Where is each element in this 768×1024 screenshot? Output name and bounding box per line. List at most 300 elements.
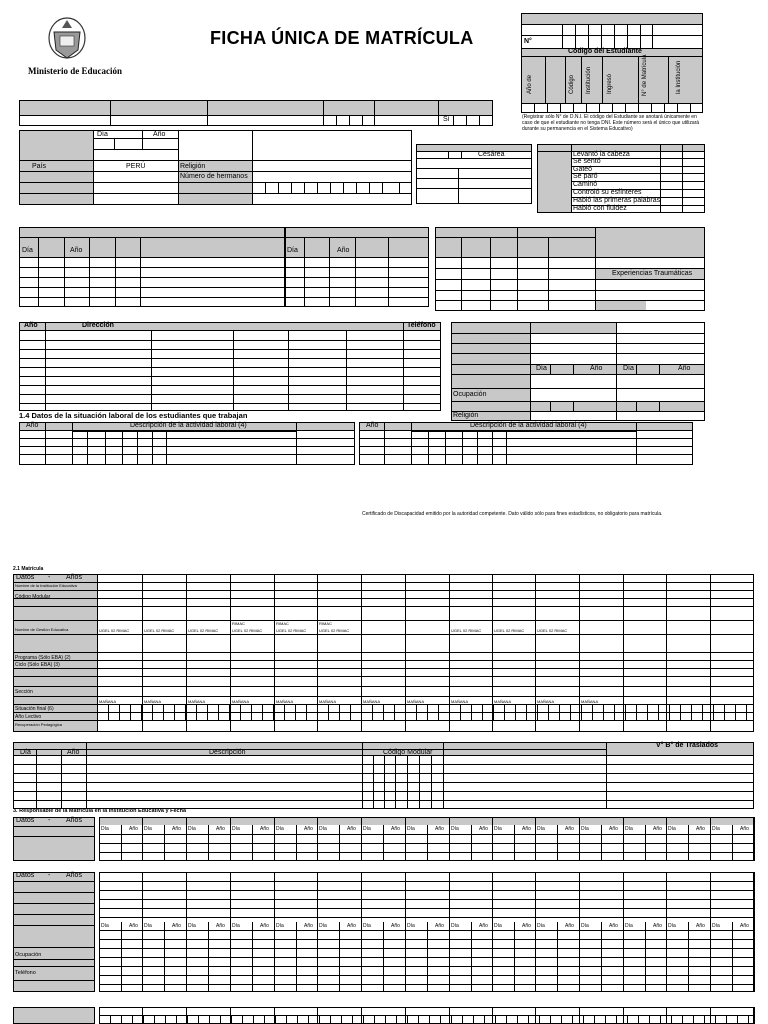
dev-item-3: Gateó: [573, 166, 593, 173]
rimac-cell-3: RIMAC: [319, 621, 332, 626]
resp-dia-label: Día: [101, 826, 109, 832]
grid-vline: [429, 1015, 430, 1024]
grid-vline: [671, 1015, 672, 1024]
experiencias-label: Experiencias Traumáticas: [612, 270, 693, 277]
student-code-label: Código del Estudiante: [568, 48, 642, 55]
resp-dia-label: Día: [144, 826, 152, 832]
rot-label-2: Código: [569, 74, 575, 94]
grid-vline: [240, 704, 241, 720]
resp-dia-label: Día: [407, 923, 415, 929]
traslados-ano: Año: [67, 749, 80, 756]
address-ano: Año: [24, 322, 38, 329]
grid-vline: [385, 1015, 386, 1024]
grid-vline: [702, 704, 703, 720]
resp-datos-2: Datos: [16, 872, 35, 879]
resp-telefono: Teléfono: [15, 970, 36, 976]
grid-vline: [176, 1015, 177, 1024]
grid-vline: [394, 704, 395, 720]
rimac-cell-2: RIMAC: [276, 621, 289, 626]
resp-anos-2: Años: [66, 872, 82, 879]
grid-vline: [680, 704, 681, 720]
grid-hline: [99, 917, 754, 918]
grid-vline: [548, 704, 549, 720]
grid-hline: [99, 930, 754, 931]
grid-vline: [119, 704, 120, 720]
grid-vline: [539, 1015, 540, 1024]
resp-ano-label: Año: [653, 826, 662, 832]
grid-vline: [572, 1015, 573, 1024]
grid-vline: [319, 1015, 320, 1024]
matricula-row-ie: Nombre de la Institución Educativa: [15, 583, 77, 588]
resp-guion-2: -: [48, 872, 51, 879]
grid-vline: [449, 817, 450, 861]
turno-10: MAÑANA: [494, 699, 512, 704]
traslados-descripcion: Descripción: [209, 749, 246, 756]
ocupacion-label: Ocupación: [453, 391, 487, 398]
grid-vline: [754, 1007, 755, 1024]
resp-ano-label: Año: [740, 923, 749, 929]
grid-vline: [440, 1015, 441, 1024]
grid-vline: [230, 817, 231, 861]
health-dia-1: Día: [22, 247, 33, 254]
turno-7: MAÑANA: [363, 699, 381, 704]
cesarea-label: Cesárea: [478, 151, 505, 158]
grid-vline: [165, 1015, 166, 1024]
grid-vline: [363, 1015, 364, 1024]
matricula-row-lectivo: Año Lectivo: [15, 714, 42, 720]
ministry-logo: [44, 14, 90, 64]
grid-hline: [99, 948, 754, 949]
code-note: (Registrar sólo N° de D.N.I. El código del Estudiante se anotará únicamente en caso de que el estudiante no tenga DNI. Este número será el único que utilizará durante su permanencia en el Sistema Educativo): [522, 114, 700, 132]
grid-vline: [405, 817, 406, 861]
grid-vline: [623, 817, 624, 861]
resp-dia-label: Día: [668, 826, 676, 832]
resp-ano-label: Año: [304, 826, 313, 832]
grid-vline: [220, 1015, 221, 1024]
labor-desc-left: Descripción de la actividad laboral (4): [130, 422, 247, 429]
grid-hline: [99, 899, 754, 900]
resp-dia-label: Día: [712, 923, 720, 929]
matricula-row-ciclo: Ciclo (Sólo EBA) (3): [15, 662, 60, 668]
parent-religion-label: Religión: [453, 412, 479, 419]
grid-vline: [317, 704, 318, 720]
grid-vline: [328, 704, 329, 720]
grid-vline: [196, 704, 197, 720]
health-ano-2: Año: [337, 247, 350, 254]
resp-ano-label: Año: [260, 826, 269, 832]
resp-dia-label: Día: [712, 826, 720, 832]
resp-ano-label: Año: [696, 826, 705, 832]
grid-vline: [492, 817, 493, 861]
grid-vline: [737, 1015, 738, 1024]
resp-datos-1: Datos: [16, 817, 35, 824]
resp-dia-label: Día: [276, 826, 284, 832]
grid-vline: [647, 704, 648, 720]
matricula-row-gestion: Nombre de Gestión Educativa: [15, 627, 69, 632]
grid-vline: [579, 817, 580, 861]
resp-ano-label: Año: [479, 923, 488, 929]
resp-dia-label: Día: [319, 826, 327, 832]
resp-ano-label: Año: [172, 923, 181, 929]
grid-vline: [218, 704, 219, 720]
matricula-row-recuperacion: Recuperación Pedagógica: [15, 722, 62, 727]
grid-vline: [352, 1015, 353, 1024]
grid-vline: [407, 1015, 408, 1024]
grid-vline: [710, 817, 711, 861]
turno-1: MAÑANA: [99, 699, 117, 704]
grid-vline: [462, 1015, 463, 1024]
grid-vline: [559, 704, 560, 720]
grid-vline: [570, 704, 571, 720]
resp-dia-label: Día: [363, 923, 371, 929]
resp-dia-label: Día: [537, 923, 545, 929]
grid-vline: [460, 704, 461, 720]
grid-vline: [154, 1015, 155, 1024]
grid-vline: [704, 1015, 705, 1024]
grid-vline: [482, 704, 483, 720]
grid-vline: [383, 704, 384, 720]
matricula-row-seccion: Sección: [15, 689, 33, 695]
resp-ano-label: Año: [479, 826, 488, 832]
dev-item-6: Controló su esfínteres: [573, 189, 642, 196]
resp-dia-label: Día: [668, 923, 676, 929]
grid-vline: [132, 1015, 133, 1024]
grid-vline: [636, 704, 637, 720]
turno-6: MAÑANA: [319, 699, 337, 704]
dev-item-2: Se sentó: [573, 158, 601, 165]
grid-vline: [350, 704, 351, 720]
grid-hline: [99, 984, 754, 985]
grid-vline: [295, 704, 296, 720]
grid-vline: [561, 1015, 562, 1024]
grid-vline: [141, 704, 142, 720]
resp-dia-label: Día: [581, 923, 589, 929]
grid-vline: [264, 1015, 265, 1024]
grid-vline: [473, 1015, 474, 1024]
resp-dia-label: Día: [319, 923, 327, 929]
grid-vline: [130, 704, 131, 720]
address-direccion: Dirección: [82, 322, 114, 329]
grid-vline: [262, 704, 263, 720]
grid-vline: [251, 704, 252, 720]
resp-dia-label: Día: [276, 923, 284, 929]
dia-label: Día: [97, 131, 108, 138]
grid-vline: [361, 704, 362, 720]
parent-ano-2: Año: [678, 365, 691, 372]
grid-vline: [581, 704, 582, 720]
grid-vline: [746, 704, 747, 720]
grid-vline: [229, 704, 230, 720]
resp-ano-label: Año: [129, 826, 138, 832]
labor-ano-left: Año: [26, 422, 39, 429]
grid-vline: [517, 1015, 518, 1024]
grid-vline: [537, 704, 538, 720]
resp-ano-label: Año: [216, 826, 225, 832]
grid-vline: [185, 704, 186, 720]
grid-hline: [99, 843, 754, 844]
resp-dia-label: Día: [537, 826, 545, 832]
rot-label-4: Ingresó: [607, 73, 613, 94]
grid-vline: [504, 704, 505, 720]
resp-dia-label: Día: [232, 826, 240, 832]
dev-item-7: Habló las primeras palabras: [573, 197, 661, 204]
grid-vline: [209, 1015, 210, 1024]
grid-vline: [726, 1015, 727, 1024]
grid-hline: [99, 966, 754, 967]
turno-5: MAÑANA: [276, 699, 294, 704]
grid-vline: [583, 1015, 584, 1024]
grid-vline: [253, 1015, 254, 1024]
page-title: FICHA ÚNICA DE MATRÍCULA: [210, 28, 474, 48]
resp-dia-label: Día: [363, 826, 371, 832]
grid-vline: [317, 817, 318, 861]
rot-label-6: la Institución: [676, 60, 682, 94]
grid-vline: [449, 704, 450, 720]
resp-dia-label: Día: [101, 923, 109, 929]
dev-item-4: Se paró: [573, 173, 598, 180]
grid-vline: [660, 1015, 661, 1024]
resp-anos-1: Años: [66, 817, 82, 824]
n-label: N°: [524, 38, 532, 45]
grid-vline: [669, 704, 670, 720]
hermanos-label: Número de hermanos: [180, 173, 248, 180]
grid-vline: [735, 704, 736, 720]
grid-vline: [306, 704, 307, 720]
health-ano-1: Año: [70, 247, 83, 254]
grid-vline: [405, 704, 406, 720]
grid-vline: [484, 1015, 485, 1024]
grid-vline: [515, 704, 516, 720]
grid-vline: [97, 704, 98, 720]
grid-vline: [163, 704, 164, 720]
rot-label-5: N° de Matrícula: [642, 54, 648, 96]
grid-vline: [308, 1015, 309, 1024]
grid-vline: [374, 1015, 375, 1024]
resp-ano-label: Año: [696, 923, 705, 929]
ugel-cell-7: UGEL 02 RIMAC: [451, 628, 482, 633]
grid-vline: [666, 817, 667, 861]
grid-vline: [284, 704, 285, 720]
ano-label: Año: [153, 131, 166, 138]
grid-vline: [418, 1015, 419, 1024]
grid-vline: [174, 704, 175, 720]
turno-3: MAÑANA: [188, 699, 206, 704]
resp-ano-label: Año: [304, 923, 313, 929]
parent-dia-1: Día: [536, 365, 547, 372]
traslados-codigo: Código Modular: [383, 749, 433, 756]
matricula-row-codigo: Código Modular: [15, 594, 51, 600]
grid-vline: [198, 1015, 199, 1024]
matricula-row-situacion: Situación final (6): [15, 706, 54, 712]
turno-12: MAÑANA: [581, 699, 599, 704]
grid-vline: [275, 1015, 276, 1024]
resp-ano-label: Año: [391, 826, 400, 832]
pais-label: País: [32, 163, 47, 170]
grid-vline: [187, 1015, 188, 1024]
traslados-dia: Día: [20, 749, 31, 756]
grid-vline: [495, 1015, 496, 1024]
grid-vline: [682, 1015, 683, 1024]
labor-desc-right: Descripción de la actividad laboral (4): [470, 422, 587, 429]
resp-ano-label: Año: [609, 923, 618, 929]
grid-vline: [108, 704, 109, 720]
resp-guion-1: -: [48, 817, 51, 824]
grid-vline: [361, 817, 362, 861]
grid-vline: [152, 704, 153, 720]
grid-vline: [231, 1015, 232, 1024]
grid-vline: [339, 704, 340, 720]
grid-vline: [273, 704, 274, 720]
matricula-anos: Años: [66, 574, 82, 581]
grid-vline: [207, 704, 208, 720]
grid-hline: [99, 957, 754, 958]
matricula-datos: Datos: [16, 574, 35, 581]
grid-vline: [528, 1015, 529, 1024]
resp-ano-label: Año: [522, 826, 531, 832]
grid-hline: [99, 975, 754, 976]
grid-hline: [99, 852, 754, 853]
turno-2: MAÑANA: [144, 699, 162, 704]
matricula-row-programa: Programa (Sólo EBA) (2): [15, 655, 71, 661]
resp-dia-label: Día: [451, 826, 459, 832]
grid-vline: [416, 704, 417, 720]
matricula-guion: -: [48, 574, 51, 581]
grid-vline: [658, 704, 659, 720]
resp-dia-label: Día: [494, 923, 502, 929]
grid-vline: [143, 1015, 144, 1024]
turno-4: MAÑANA: [232, 699, 250, 704]
grid-vline: [110, 1015, 111, 1024]
grid-hline: [99, 834, 754, 835]
rimac-cell-1: RIMAC: [232, 621, 245, 626]
traslados-vb: V° B° de Traslados: [656, 742, 719, 749]
grid-vline: [186, 817, 187, 861]
grid-vline: [286, 1015, 287, 1024]
grid-hline: [99, 908, 754, 909]
grid-vline: [493, 704, 494, 720]
si-label: Sí: [443, 116, 450, 123]
grid-hline: [99, 881, 754, 882]
resp-dia-label: Día: [188, 826, 196, 832]
resp-ocupacion: Ocupación: [15, 952, 42, 958]
health-dia-2: Día: [287, 247, 298, 254]
grid-vline: [471, 704, 472, 720]
ugel-cell-3: UGEL 02 RIMAC: [188, 628, 219, 633]
grid-hline: [99, 890, 754, 891]
grid-vline: [592, 704, 593, 720]
grid-hline: [99, 939, 754, 940]
grid-vline: [372, 704, 373, 720]
resp-dia-label: Día: [494, 826, 502, 832]
dev-item-1: Levantó la cabeza: [573, 151, 630, 158]
responsable-heading: 3. Responsable de la Matrícula en la Institución Educativa y Fecha: [13, 808, 186, 814]
grid-vline: [242, 1015, 243, 1024]
turno-11: MAÑANA: [537, 699, 555, 704]
resp-ano-label: Año: [216, 923, 225, 929]
grid-vline: [724, 704, 725, 720]
religion-label: Religión: [180, 163, 206, 170]
grid-vline: [605, 1015, 606, 1024]
resp-dia-label: Día: [407, 826, 415, 832]
dev-item-8: Habló con fluidez: [573, 205, 627, 212]
matricula-heading: 2.1 Matrícula: [13, 566, 44, 572]
resp-ano-label: Año: [740, 826, 749, 832]
rot-label-1: Año de: [527, 74, 533, 94]
turno-9: MAÑANA: [451, 699, 469, 704]
grid-vline: [427, 704, 428, 720]
rot-label-3: Institución: [586, 66, 592, 94]
parent-dia-2: Día: [623, 365, 634, 372]
grid-vline: [526, 704, 527, 720]
turno-8: MAÑANA: [407, 699, 425, 704]
dev-item-5: Caminó: [573, 181, 598, 188]
grid-vline: [550, 1015, 551, 1024]
ugel-cell-8: UGEL 02 RIMAC: [494, 628, 525, 633]
grid-vline: [535, 817, 536, 861]
resp-dia-label: Día: [451, 923, 459, 929]
grid-vline: [754, 817, 755, 861]
ugel-cell-1: UGEL 02 RIMAC: [99, 628, 130, 633]
resp-dia-label: Día: [581, 826, 589, 832]
grid-vline: [614, 704, 615, 720]
address-telefono: Teléfono: [407, 322, 436, 329]
grid-hline: [99, 1015, 754, 1016]
grid-vline: [616, 1015, 617, 1024]
ugel-cell-9: UGEL 02 RIMAC: [537, 628, 568, 633]
labor-heading: 1.4 Datos de la situación laboral de los estudiantes que trabajan: [19, 411, 248, 420]
grid-vline: [693, 1015, 694, 1024]
grid-vline: [438, 704, 439, 720]
grid-vline: [121, 1015, 122, 1024]
ugel-cell-5: UGEL 02 RIMAC: [276, 628, 307, 633]
grid-vline: [274, 817, 275, 861]
resp-dia-label: Día: [625, 826, 633, 832]
resp-ano-label: Año: [129, 923, 138, 929]
certificado-note: Certificado de Discapacidad emitido por la autoridad competente. Dato válido sólo para fines estadísticos, no obligatorio para matrícula.: [362, 511, 663, 517]
grid-vline: [396, 1015, 397, 1024]
resp-ano-label: Año: [347, 923, 356, 929]
grid-vline: [594, 1015, 595, 1024]
grid-vline: [330, 1015, 331, 1024]
resp-ano-label: Año: [609, 826, 618, 832]
parent-ano-1: Año: [590, 365, 603, 372]
ministry-name: Ministerio de Educación: [28, 66, 122, 76]
resp-dia-label: Día: [625, 923, 633, 929]
grid-vline: [754, 872, 755, 992]
grid-vline: [627, 1015, 628, 1024]
resp-dia-label: Día: [144, 923, 152, 929]
ugel-cell-2: UGEL 02 RIMAC: [144, 628, 175, 633]
resp-dia-label: Día: [232, 923, 240, 929]
resp-ano-label: Año: [435, 826, 444, 832]
grid-vline: [506, 1015, 507, 1024]
resp-ano-label: Año: [347, 826, 356, 832]
resp-ano-label: Año: [172, 826, 181, 832]
resp-ano-label: Año: [565, 923, 574, 929]
grid-vline: [451, 1015, 452, 1024]
resp-dia-label: Día: [188, 923, 196, 929]
grid-vline: [99, 817, 100, 861]
grid-vline: [638, 1015, 639, 1024]
grid-vline: [341, 1015, 342, 1024]
resp-ano-label: Año: [522, 923, 531, 929]
grid-vline: [649, 1015, 650, 1024]
ugel-cell-4: UGEL 02 RIMAC: [232, 628, 263, 633]
grid-vline: [691, 704, 692, 720]
grid-vline: [625, 704, 626, 720]
resp-ano-label: Año: [565, 826, 574, 832]
ugel-cell-6: UGEL 02 RIMAC: [319, 628, 350, 633]
